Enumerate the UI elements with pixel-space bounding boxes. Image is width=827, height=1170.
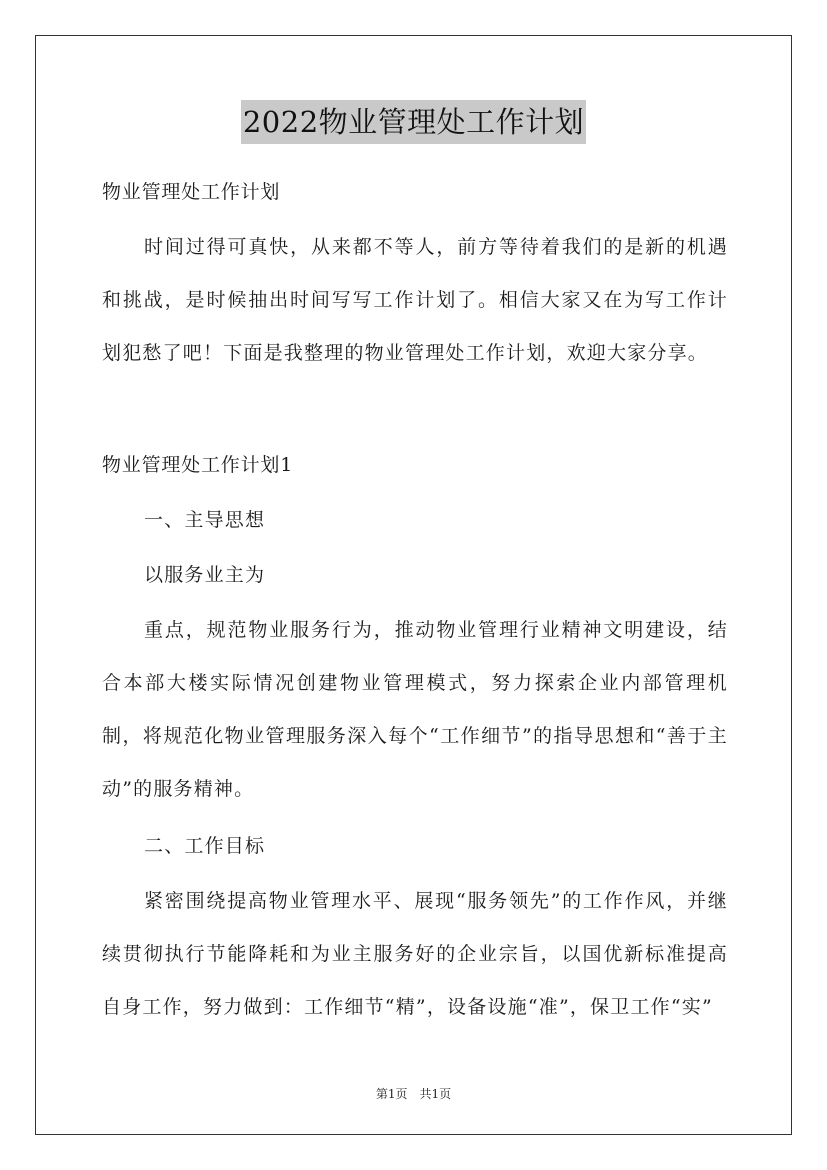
- section-1-paragraph: 重点，规范物业服务行为，推动物业管理行业精神文明建设，结合本部大楼实际情况创建物业管理模式，努力探索企业内部管理机制，将规范化物业管理服务深入每个“工作细节”的指导思想和“善于主动”的服务精神。: [102, 619, 728, 800]
- section-1-line: 以服务业主为: [144, 564, 266, 586]
- title-container: [0, 100, 827, 144]
- section-2-paragraph: 紧密围绕提高物业管理水平、展现“服务领先”的工作作风，并继续贯彻执行节能降耗和为业主服务好的企业宗旨，以国优新标准提高自身工作，努力做到：工作细节“精”，设备设施“准”，保卫工作“实”: [102, 890, 728, 1018]
- heading-work-plan-1: 物业管理处工作计划1: [102, 454, 294, 476]
- intro-paragraph: 时间过得可真快，从来都不等人，前方等待着我们的是新的机遇和挑战，是时候抽出时间写写工作计划了。相信大家又在为写工作计划犯愁了吧！下面是我整理的物业管理处工作计划，欢迎大家分享。: [102, 236, 728, 364]
- section-1-title: 一、主导思想: [144, 509, 266, 531]
- page-number-footer: 第1页 共1页: [375, 1087, 452, 1101]
- section-2-title: 二、工作目标: [144, 835, 266, 857]
- heading-work-plan: 物业管理处工作计划: [102, 181, 281, 203]
- document-title: 2022物业管理处工作计划: [241, 100, 586, 144]
